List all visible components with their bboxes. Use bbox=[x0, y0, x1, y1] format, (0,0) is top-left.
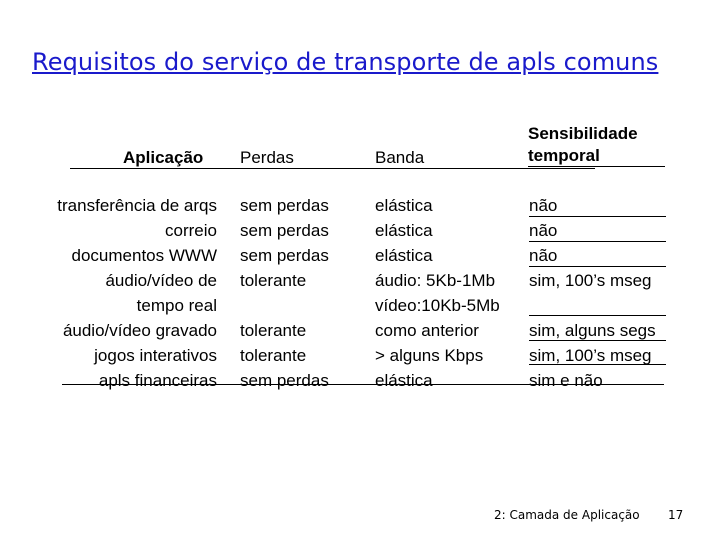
header-perdas: Perdas bbox=[240, 148, 294, 167]
cell-aplicacao: jogos interativos bbox=[94, 346, 217, 365]
slide-title: Requisitos do serviço de transporte de apls comuns bbox=[32, 48, 659, 76]
column-aplicacao bbox=[20, 193, 217, 393]
cell-sensibilidade: não bbox=[529, 221, 558, 240]
cell-aplicacao: áudio/vídeo de bbox=[105, 271, 217, 290]
cell-banda: elástica bbox=[375, 221, 433, 240]
row-rule bbox=[529, 216, 666, 217]
cell-sensibilidade: sim, 100’s mseg bbox=[529, 271, 652, 290]
cell-perdas: sem perdas bbox=[240, 246, 329, 265]
cell-banda: elástica bbox=[375, 196, 433, 215]
page-number: 17 bbox=[668, 508, 684, 522]
cell-perdas: tolerante bbox=[240, 346, 307, 365]
row-rule bbox=[529, 364, 666, 365]
row-rule bbox=[529, 340, 666, 341]
row-rule bbox=[529, 266, 666, 267]
cell-banda: como anterior bbox=[375, 321, 479, 340]
column-sensibilidade bbox=[529, 193, 689, 393]
header-rule-right bbox=[528, 166, 665, 167]
cell-aplicacao: transferência de arqs bbox=[57, 196, 217, 215]
cell-aplicacao: áudio/vídeo gravado bbox=[62, 321, 217, 340]
footer-chapter: 2: Camada de Aplicação bbox=[494, 508, 640, 522]
header-sensibilidade-2: temporal bbox=[528, 146, 600, 165]
row-rule bbox=[529, 241, 666, 242]
cell-perdas: sem perdas bbox=[240, 371, 329, 390]
cell-banda: > alguns Kbps bbox=[375, 346, 484, 365]
header-aplicacao: Aplicação bbox=[123, 148, 204, 167]
column-perdas bbox=[240, 193, 360, 393]
header-sensibilidade-1: Sensibilidade bbox=[528, 124, 638, 143]
row-rule bbox=[529, 315, 666, 316]
column-banda bbox=[375, 193, 525, 393]
cell-aplicacao: documentos WWW bbox=[71, 246, 217, 265]
cell-aplicacao: tempo real bbox=[136, 296, 217, 315]
header-rule-left bbox=[70, 168, 595, 169]
cell-aplicacao: correio bbox=[165, 221, 217, 240]
table-bottom-rule bbox=[62, 384, 664, 385]
header-banda: Banda bbox=[375, 148, 425, 167]
cell-sensibilidade: não bbox=[529, 246, 558, 265]
cell-perdas bbox=[240, 293, 360, 318]
cell-sensibilidade: não bbox=[529, 196, 558, 215]
cell-banda: áudio: 5Kb-1Mb bbox=[375, 271, 496, 290]
cell-sensibilidade: sim, alguns segs bbox=[529, 321, 656, 340]
cell-banda: elástica bbox=[375, 246, 433, 265]
cell-perdas: tolerante bbox=[240, 321, 307, 340]
cell-perdas: sem perdas bbox=[240, 221, 329, 240]
cell-sensibilidade: sim e não bbox=[529, 371, 603, 390]
cell-banda: elástica bbox=[375, 371, 433, 390]
cell-perdas: tolerante bbox=[240, 271, 307, 290]
cell-perdas: sem perdas bbox=[240, 196, 329, 215]
cell-banda: vídeo:10Kb-5Mb bbox=[375, 296, 500, 315]
cell-aplicacao: apls financeiras bbox=[98, 371, 217, 390]
cell-sensibilidade: sim, 100’s mseg bbox=[529, 346, 652, 365]
